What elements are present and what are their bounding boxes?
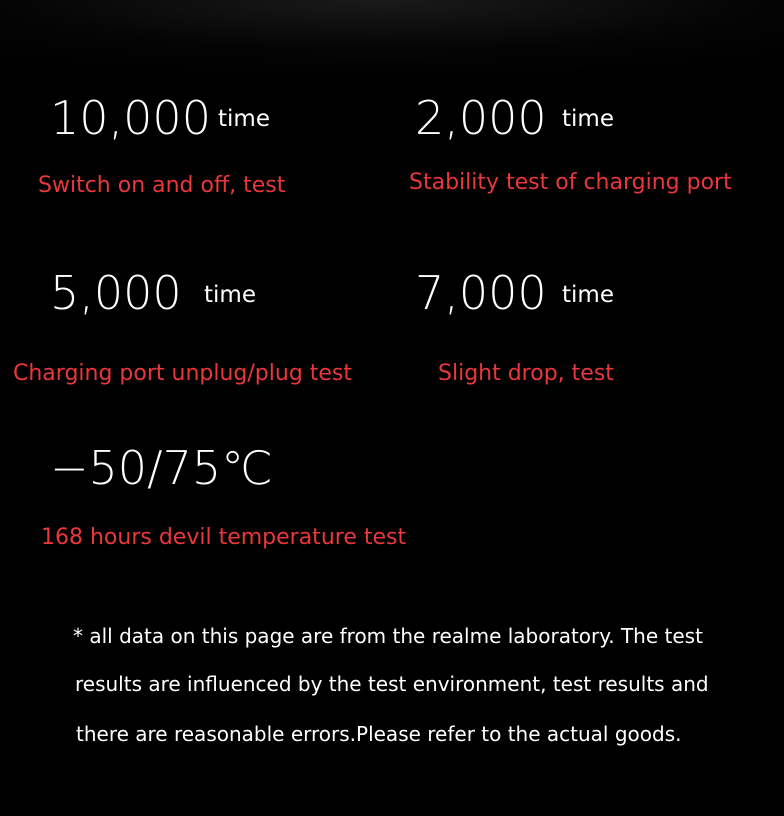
stat-description: Slight drop, test: [438, 361, 614, 386]
stat-description: 168 hours devil temperature test: [41, 525, 407, 550]
stat-value: 10,000: [50, 91, 211, 145]
stat-value: 2,000: [415, 91, 547, 145]
stat-unit: time: [204, 282, 256, 308]
stat-value: −50/75℃: [50, 441, 273, 495]
stat-unit: time: [562, 282, 614, 308]
stat-value: 5,000: [50, 266, 182, 320]
stat-unit: time: [562, 106, 614, 132]
disclaimer-line: results are influenced by the test environment, test results and: [75, 672, 709, 696]
stat-description: Switch on and off, test: [38, 173, 286, 198]
stat-unit: time: [218, 106, 270, 132]
stat-description: Charging port unplug/plug test: [13, 361, 353, 386]
disclaimer-line: there are reasonable errors.Please refer to the actual goods.: [76, 722, 682, 746]
stat-description: Stability test of charging port: [409, 170, 732, 195]
disclaimer-line: * all data on this page are from the realme laboratory. The test: [73, 624, 703, 648]
stat-value: 7,000: [415, 266, 547, 320]
